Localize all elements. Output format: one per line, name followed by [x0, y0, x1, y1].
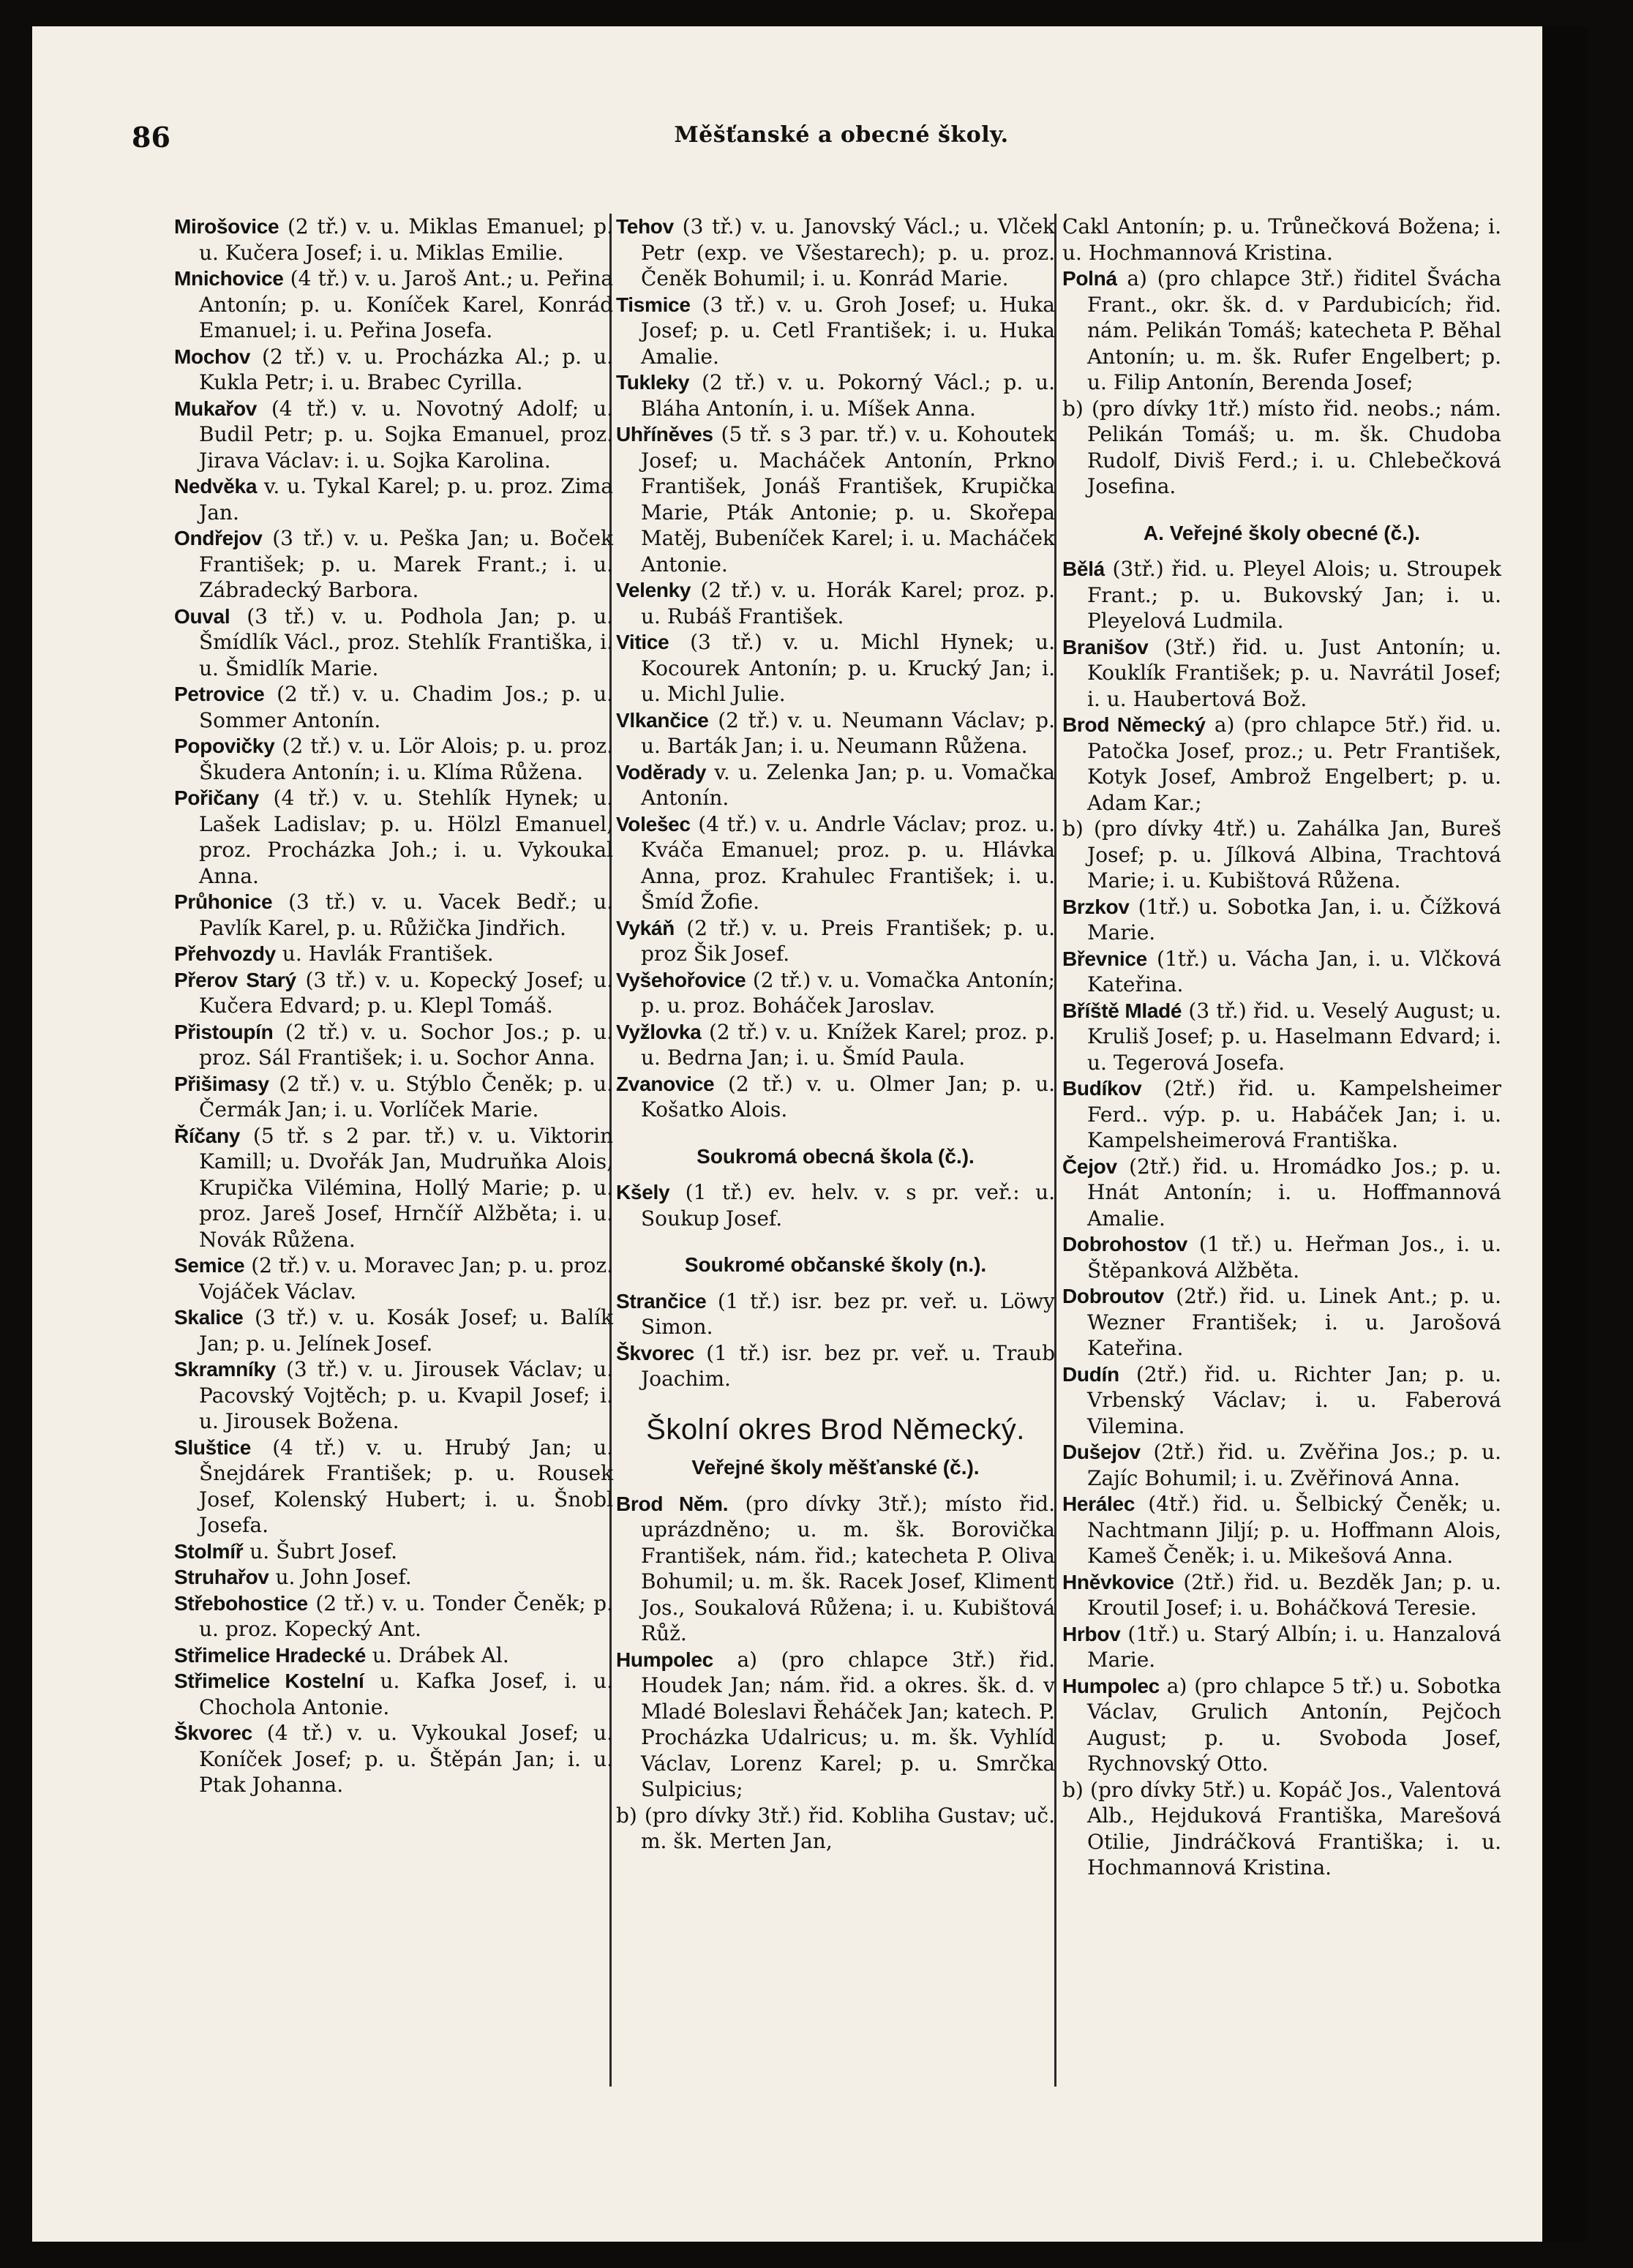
page-header	[132, 121, 1551, 179]
directory-entry	[616, 1647, 1055, 1803]
directory-entry	[174, 1539, 613, 1565]
entry-list	[1062, 266, 1501, 396]
entry-text: (1 tř.) ev. helv. v. s pr. veř.: u. Soukup Josef.	[641, 1180, 1055, 1231]
section-heading: Veřejné školy měšťanské (č.).	[691, 1456, 980, 1479]
place-name: Tehov	[616, 215, 674, 238]
directory-entry	[616, 811, 1055, 915]
directory-entry	[1062, 634, 1501, 713]
entry-text: u. Drábek Al.	[366, 1642, 509, 1667]
directory-entry	[174, 681, 613, 733]
place-name: Budíkov	[1062, 1077, 1142, 1100]
directory-entry	[174, 1356, 613, 1435]
directory-entry	[174, 1591, 613, 1642]
entry-text: (2 tř.) v. u. Pokorný Václ.; p. u. Bláha Antonín, i. u. Míšek Anna.	[641, 370, 1055, 421]
directory-entry	[616, 1179, 1055, 1231]
place-name: Semice	[174, 1254, 245, 1277]
entry-text: (1 tř.) isr. bez pr. veř. u. Traub Joachim.	[641, 1340, 1055, 1391]
entry-text: (3 tř.) v. u. Vacek Bedř.; u. Pavlík Karel, p. u. Růžička Jindřich.	[199, 890, 613, 940]
directory-entry	[616, 292, 1055, 370]
entry-text: (1tř.) u. Vácha Jan, i. u. Vlčková Kateřina.	[1087, 946, 1501, 996]
place-name: Sluštice	[174, 1435, 251, 1459]
directory-entry	[174, 1304, 613, 1356]
place-name: Uhříněves	[616, 423, 713, 446]
entry-text: (2tř.) řid. u. Kampelsheimer Ferd.. výp. p. u. Habáček Jan; i. u. Kampelsheimerová Františka.	[1087, 1076, 1501, 1152]
place-name: Dušejov	[1062, 1441, 1141, 1463]
directory-entry	[1062, 998, 1501, 1076]
directory-entry	[174, 967, 613, 1019]
directory-entry	[174, 1720, 613, 1798]
entry-text: (2 tř.) v. u. Knížek Karel; proz. p. u. Bedrna Jan; i. u. Šmíd Paula.	[641, 1019, 1055, 1070]
section-heading: Soukromé občanské školy (n.).	[684, 1253, 987, 1276]
entry-text: (2 tř.) v. u. Procházka Al.; p. u. Kukla Petr; i. u. Brabec Cyrilla.	[199, 344, 613, 394]
place-name: Dudín	[1062, 1362, 1119, 1386]
place-name: Skramníky	[174, 1358, 276, 1381]
directory-entry	[616, 421, 1055, 577]
entry-text: (2 tř.) v. u. Sochor Jos.; p. u. proz. Sál František; i. u. Sochor Anna.	[199, 1019, 613, 1070]
place-name: Průhonice	[174, 890, 273, 913]
directory-entry	[616, 967, 1055, 1019]
place-name: Brzkov	[1062, 895, 1130, 918]
directory-entry	[616, 1019, 1055, 1071]
place-name: Popovičky	[174, 735, 275, 757]
entry-text: (2 tř.) v. u. Neumann Václav; p. u. Barták Jan; i. u. Neumann Růžena.	[641, 707, 1055, 758]
directory-entry	[1062, 266, 1501, 396]
place-name: Humpolec	[616, 1648, 713, 1671]
entry-text: (1tř.) u. Sobotka Jan, i. u. Čížková Marie.	[1087, 894, 1501, 945]
place-name: Ouval	[174, 604, 230, 628]
entry-text: (3 tř.) v. u. Kopecký Josef; u. Kučera Edvard; p. u. Klepl Tomáš.	[199, 967, 613, 1018]
directory-entry	[616, 1340, 1055, 1392]
directory-entry	[1062, 946, 1501, 998]
directory-entry	[1062, 712, 1501, 816]
entry-text: (2 tř.) v. u. Stýblo Čeněk; p. u. Čermák Jan; i. u. Vorlíček Marie.	[199, 1071, 613, 1122]
place-name: Petrovice	[174, 683, 265, 705]
place-name: Mnichovice	[174, 267, 284, 290]
place-name: Střimelice Hradecké	[174, 1643, 367, 1667]
entry-text: (2tř.) řid. u. Zvěřina Jos.; p. u. Zajíc Bohumil; i. u. Zvěřinová Anna.	[1087, 1440, 1501, 1490]
place-name: Polná	[1062, 267, 1117, 290]
entry-text: u. Havlák František.	[275, 942, 494, 966]
place-name: Hrbov	[1062, 1622, 1121, 1645]
directory-entry	[174, 214, 613, 266]
entry-text: (3 tř.) v. u. Peška Jan; u. Boček František; p. u. Marek Frant.; i. u. Zábradecký Barbora.	[199, 526, 613, 602]
place-name: Strančice	[616, 1289, 707, 1313]
directory-entry	[616, 214, 1055, 292]
place-name: Hněvkovice	[1062, 1570, 1174, 1593]
place-name: Ondřejov	[174, 527, 263, 549]
place-name: Humpolec	[1062, 1674, 1160, 1697]
place-name: Přehvozdy	[174, 942, 276, 965]
entry-text: (2tř.) řid. u. Richter Jan; p. u. Vrbenský Václav; i. u. Faberová Vilemina.	[1087, 1362, 1501, 1438]
entry-text: (4 tř.) v. u. Novotný Adolf; u. Budil Petr; p. u. Sojka Emanuel, proz. Jirava Václav: i. u. Sojka Karolina.	[199, 396, 613, 473]
entry-text: (4tř.) řid. u. Šelbický Čeněk; u. Nachtmann Jiljí; p. u. Hoffmann Alois, Kameš Čeněk; i. u. Mikešová Anna.	[1087, 1492, 1501, 1568]
directory-entry	[1062, 1154, 1501, 1232]
place-name: Tukleky	[616, 371, 690, 394]
directory-entry	[174, 733, 613, 785]
place-name: Herálec	[1062, 1492, 1135, 1515]
entry-text: (2 tř.) v. u. Moravec Jan; p. u. proz. Vojáček Václav.	[199, 1253, 613, 1304]
directory-entry	[174, 396, 613, 474]
entry-text: (3 tř.) v. u. Jirousek Václav; u. Pacovský Vojtěch; p. u. Kvapil Josef; i. u. Jirousek Božena.	[199, 1357, 613, 1433]
place-name: Přerov Starý	[174, 968, 296, 991]
directory-entry	[616, 369, 1055, 421]
sub-entry: b) (pro dívky 3tř.) řid. Kobliha Gustav; uč. m. šk. Merten Jan,	[616, 1803, 1055, 1853]
entry-text: (3 tř.) v. u. Podhola Jan; p. u. Šmídlík Václ., proz. Stehlík Františka, i. u. Šmidlík Marie.	[199, 604, 613, 680]
entry-list	[1062, 556, 1501, 816]
place-name: Bělá	[1062, 557, 1105, 580]
entry-text: v. u. Zelenka Jan; p. u. Vomačka Antonín.	[641, 759, 1055, 810]
entry-text: (2tř.) řid. u. Linek Ant.; p. u. Wezner František; i. u. Jarošová Kateřina.	[1087, 1284, 1501, 1360]
directory-entry	[174, 344, 613, 396]
entry-text: (3tř.) řid. u. Pleyel Alois; u. Stroupek Frant.; p. u. Bukovský Jan; i. u. Pleyelová Ludmila.	[1087, 557, 1501, 633]
entry-text: (2tř.) řid. u. Bezděk Jan; p. u. Kroutil Josef; i. u. Boháčková Teresie.	[1087, 1569, 1501, 1620]
entry-text: (3tř.) řid. u. Just Antonín; u. Kouklík František; p. u. Navrátil Josef; i. u. Haubertová Bož.	[1087, 634, 1501, 711]
directory-entry	[1062, 1362, 1501, 1440]
entry-text: (5 tř. s 3 par. tř.) v. u. Kohoutek Josef; u. Macháček Antonín, Prkno František, Jonáš František, Krupička Marie, Pták Antonie; p. u. Skořepa Matěj, Bubeníček Karel; i. u. Macháček Antonie.	[641, 422, 1055, 577]
place-name: Dobrohostov	[1062, 1233, 1187, 1255]
entry-text: (3 tř.) řid. u. Veselý August; u. Kruliš Josef; p. u. Haselmann Edvard; i. u. Tegerová Josefa.	[1087, 998, 1501, 1075]
directory-entry	[1062, 1491, 1501, 1569]
entry-text: (2tř.) řid. u. Hromádko Jos.; p. u. Hnát Antonín; i. u. Hoffmannová Amalie.	[1087, 1154, 1501, 1231]
directory-entry	[174, 1253, 613, 1304]
directory-entry	[616, 707, 1055, 759]
entry-text: (3 tř.) v. u. Michl Hynek; u. Kocourek Antonín; p. u. Krucký Jan; i. u. Michl Julie.	[641, 630, 1055, 706]
sub-entry: b) (pro dívky 4tř.) u. Zahálka Jan, Bureš Josef; p. u. Jílková Albina, Trachtová Marie; i. u. Kubištová Růžena.	[1062, 816, 1501, 893]
place-name: Čejov	[1062, 1154, 1117, 1178]
directory-entry	[1062, 1569, 1501, 1621]
directory-entry	[616, 1071, 1055, 1123]
entry-text: (3 tř.) v. u. Kosák Josef; u. Balík Jan; p. u. Jelínek Josef.	[199, 1305, 613, 1356]
entry-text: (1tř.) u. Starý Albín; i. u. Hanzalová Marie.	[1087, 1621, 1501, 1672]
entry-text: (4 tř.) v. u. Stehlík Hynek; u. Lašek Ladislav; p. u. Hölzl Emanuel, proz. Procházka Joh.; i. u. Vykoukal Anna.	[199, 786, 613, 888]
place-name: Přistoupín	[174, 1020, 274, 1043]
place-name: Pořičany	[174, 786, 259, 809]
place-name: Brod Německý	[1062, 713, 1206, 736]
entry-text: a) (pro chlapce 5tř.) řid. u. Patočka Josef, proz.; u. Petr František, Kotyk Josef, Ambrož Engelbert; p. u. Adam Kar.;	[1087, 713, 1502, 815]
directory-entry	[616, 629, 1055, 707]
entry-text: (1 tř.) isr. bez pr. veř. u. Löwy Simon.	[641, 1288, 1055, 1339]
directory-entry	[174, 785, 613, 889]
place-name: Brod Něm.	[616, 1492, 729, 1515]
directory-entry	[174, 1668, 613, 1720]
entry-text: (5 tř. s 2 par. tř.) v. u. Viktorin Kamill; u. Dvořák Jan, Mudruňka Alois, Krupička Vilémina, Hollý Marie; p. u. proz. Jareš Josef, Hrnčíř Alžběta; i. u. Novák Růžena.	[199, 1123, 613, 1252]
place-name: Dobroutov	[1062, 1285, 1164, 1307]
place-name: Stolmíř	[174, 1539, 244, 1563]
running-head: Měšťanské a obecné školy.	[674, 122, 1009, 148]
entry-text: (2 tř.) v. u. Lör Alois; p. u. proz. Škudera Antonín; i. u. Klíma Růžena.	[199, 734, 613, 784]
entry-text: (3 tř.) v. u. Janovský Václ.; u. Vlček Petr (exp. ve Všestarech); p. u. proz. Čeněk Bohumil; i. u. Konrád Marie.	[641, 214, 1055, 290]
entry-text: (2 tř.) v. u. Chadim Jos.; p. u. Sommer Antonín.	[199, 682, 613, 732]
entry-text: (2 tř.) v. u. Tonder Čeněk; p. u. proz. Kopecký Ant.	[199, 1591, 613, 1641]
directory-entry	[1062, 1673, 1501, 1777]
place-name: Střebohostice	[174, 1591, 308, 1615]
sub-entry: b) (pro dívky 5tř.) u. Kopáč Jos., Valentová Alb., Hejduková Františka, Marešová Otilie, Jindráčková Františka; i. u. Hochmannová Kristina.	[1062, 1777, 1501, 1880]
directory-entry	[1062, 1621, 1501, 1673]
entry-list	[616, 1491, 1055, 1803]
entry-list	[616, 1179, 1055, 1231]
place-name: Struhařov	[174, 1566, 269, 1588]
place-name: Vyžlovka	[616, 1020, 702, 1043]
place-name: Mirošovice	[174, 215, 279, 238]
section-heading: A. Veřejné školy obecné (č.).	[1143, 521, 1421, 544]
directory-entry	[174, 525, 613, 604]
entry-text: u. Kafka Josef, i. u. Chochola Antonie.	[199, 1669, 613, 1719]
directory-entry	[1062, 1439, 1501, 1491]
place-name: Škvorec	[616, 1341, 694, 1364]
place-name: Říčany	[174, 1124, 241, 1147]
directory-entry	[616, 577, 1055, 629]
district-heading: Školní okres Brod Německý.	[646, 1413, 1025, 1446]
place-name: Střimelice Kostelní	[174, 1670, 364, 1692]
entry-list	[616, 214, 1055, 1123]
place-name: Volešec	[616, 812, 691, 836]
directory-entry	[174, 1019, 613, 1071]
place-name: Vlkančice	[616, 708, 709, 732]
entry-text: (4 tř.) v. u. Jaroš Ant.; u. Peřina Antonín; p. u. Koníček Karel, Konrád Emanuel; i. u. Peřina Josefa.	[199, 266, 613, 342]
entry-text: v. u. Tykal Karel; p. u. proz. Zima Jan.	[199, 474, 613, 525]
column-2	[616, 214, 1055, 1855]
page-number: 86	[132, 121, 170, 154]
directory-entry	[174, 1564, 613, 1591]
place-name: Kšely	[616, 1181, 670, 1204]
continued-entry: Cakl Antonín; p. u. Trůnečková Božena; i. u. Hochmannová Kristina.	[1062, 214, 1501, 265]
place-name: Mukařov	[174, 397, 258, 420]
directory-entry	[174, 941, 613, 967]
directory-entry	[174, 889, 613, 941]
column-3	[1062, 214, 1501, 1881]
directory-entry	[1062, 556, 1501, 634]
directory-entry	[616, 1288, 1055, 1340]
directory-entry	[616, 759, 1055, 811]
entry-text: a) (pro chlapce 3tř.) řid. Houdek Jan; nám. řid. a okres. šk. d. v Mladé Boleslavi Řeháček Jan; katech. P. Procházka Udalricus; u. m. šk. Vyhlíd Václav, Lorenz Karel; p. u. Smrčka Sulpicius;	[641, 1647, 1055, 1801]
directory-entry	[174, 1435, 613, 1539]
directory-entry	[174, 473, 613, 525]
place-name: Přišimasy	[174, 1072, 269, 1095]
place-name: Zvanovice	[616, 1072, 715, 1095]
directory-entry	[174, 1123, 613, 1253]
place-name: Vykáň	[616, 916, 675, 939]
entry-text: (3 tř.) v. u. Groh Josef; u. Huka Josef; p. u. Cetl František; i. u. Huka Amalie.	[641, 292, 1055, 369]
entry-list	[1062, 894, 1501, 1777]
place-name: Tismice	[616, 293, 691, 316]
entry-text: (pro dívky 3tř.); místo řid. uprázdněno; u. m. šk. Borovička František, nám. řid.; katecheta P. Oliva Bohumil; u. m. šk. Racek Josef, Kliment Jos., Soukalová Růžena; i. u. Kubištová Růž.	[641, 1491, 1055, 1645]
place-name: Skalice	[174, 1306, 244, 1329]
entry-text: (2 tř.) v. u. Olmer Jan; p. u. Košatko Alois.	[641, 1071, 1055, 1122]
place-name: Branišov	[1062, 635, 1149, 658]
directory-entry	[174, 1642, 613, 1669]
directory-entry	[1062, 1075, 1501, 1154]
entry-text: (4 tř.) v. u. Andrle Václav; proz. u. Kváča Emanuel; proz. p. u. Hlávka Anna, proz. Krahulec František; i. u. Šmíd Žofie.	[641, 811, 1055, 914]
place-name: Vyšehořovice	[616, 968, 746, 991]
directory-entry	[616, 1491, 1055, 1647]
entry-text: u. Šubrt Josef.	[243, 1539, 398, 1563]
entry-text: (2 tř.) v. u. Horák Karel; proz. p. u. Rubáš František.	[641, 578, 1055, 628]
directory-entry	[616, 915, 1055, 967]
section-heading: Soukromá obecná škola (č.).	[697, 1144, 975, 1168]
entry-text: a) (pro chlapce 5 tř.) u. Sobotka Václav, Grulich Antonín, Pejčoch August; p. u. Svoboda Josef, Rychnovský Otto.	[1087, 1673, 1501, 1776]
place-name: Velenky	[616, 579, 691, 601]
place-name: Břevnice	[1062, 947, 1147, 970]
entry-text: (4 tř.) v. u. Vykoukal Josef; u. Koníček Josef; p. u. Štěpán Jan; i. u. Ptak Johanna.	[199, 1721, 613, 1797]
entry-list	[616, 1288, 1055, 1392]
entry-text: (2 tř.) v. u. Miklas Emanuel; p. u. Kučera Josef; i. u. Miklas Emilie.	[199, 214, 613, 265]
place-name: Voděrady	[616, 760, 707, 784]
entry-text: (2 tř.) v. u. Preis František; p. u. proz Šik Josef.	[641, 915, 1055, 966]
entry-text: (4 tř.) v. u. Hrubý Jan; u. Šnejdárek František; p. u. Rousek Josef, Kolenský Hubert; i. u. Šnobl Josefa.	[199, 1435, 613, 1537]
place-name: Bříště Mladé	[1062, 999, 1182, 1022]
directory-entry	[174, 604, 613, 682]
entry-text: (2 tř.) v. u. Vomačka Antonín; p. u. proz. Boháček Jaroslav.	[641, 967, 1055, 1018]
directory-entry	[1062, 1283, 1501, 1362]
entry-list	[174, 214, 613, 1798]
place-name: Mochov	[174, 345, 250, 368]
entry-text: a) (pro chlapce 3tř.) řiditel Švácha Frant., okr. šk. d. v Pardubicích; řid. nám. Pelikán Tomáš; katecheta P. Běhal Antonín; u. m. šk. Rufer Engelbert; p. u. Filip Antonín, Berenda Josef;	[1087, 266, 1501, 394]
place-name: Škvorec	[174, 1721, 252, 1744]
entry-text: (1 tř.) u. Heřman Jos., i. u. Štěpanková Alžběta.	[1087, 1232, 1501, 1283]
entry-text: u. John Josef.	[269, 1565, 412, 1589]
scan-edge	[1542, 26, 1588, 2242]
directory-entry	[1062, 1231, 1501, 1283]
sub-entry: b) (pro dívky 1tř.) místo řid. neobs.; nám. Pelikán Tomáš; u. m. šk. Chudoba Rudolf, Diviš Ferd.; i. u. Chlebečková Josefina.	[1062, 396, 1501, 498]
column-1	[174, 214, 613, 1798]
directory-entry	[174, 1071, 613, 1123]
directory-entry	[174, 266, 613, 344]
place-name: Nedvěka	[174, 475, 258, 497]
place-name: Vitice	[616, 631, 669, 653]
directory-entry	[1062, 894, 1501, 946]
